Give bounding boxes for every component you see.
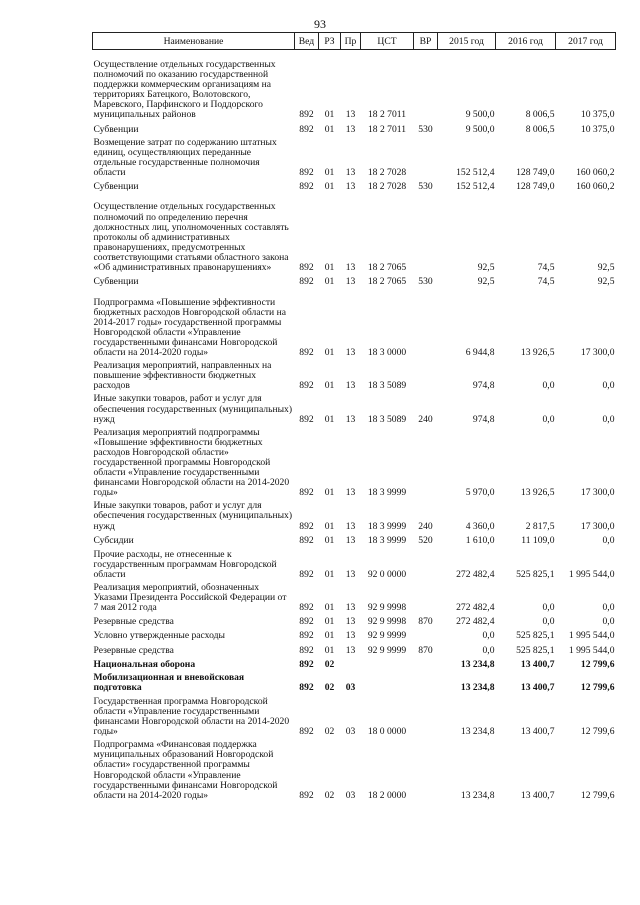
cell-ved: 892	[299, 123, 314, 135]
cell-rz: 01	[324, 644, 335, 656]
cell-vr	[414, 627, 438, 641]
cell-y2015: 152 512,4	[456, 166, 495, 178]
table-row	[93, 642, 616, 656]
cell-y2016: 13 400,7	[520, 681, 555, 693]
cell-y2017: 92,5	[597, 261, 615, 273]
cell-y2017: 12 799,6	[580, 726, 615, 738]
cell-y2016: 0,0	[542, 380, 555, 392]
cell-y2016: 525 825,1	[516, 644, 555, 656]
cell-y2015: 9 500,0	[465, 123, 495, 135]
cell-y2016: 2 817,5	[525, 520, 555, 532]
table-row	[93, 693, 616, 737]
cell-name: Прочие расходы, не отнесенные к государственным программам Новгородской области	[93, 548, 277, 580]
cell-y2017: 17 300,0	[580, 347, 615, 359]
cell-y2017: 160 060,2	[576, 180, 615, 192]
cell-vr	[414, 50, 438, 121]
cell-y2015: 4 360,0	[465, 520, 495, 532]
cell-y2017: 1 995 544,0	[568, 630, 615, 642]
cell-y2017: 10 375,0	[580, 109, 615, 121]
cell-y2016: 0,0	[542, 602, 555, 614]
cell-ved: 892	[299, 487, 314, 499]
cell-name: Реализация мероприятий, обозначенных Указами Президента Российской Федерации от 7 мая 2012 года	[93, 582, 287, 614]
header-cst: ЦСТ	[361, 33, 414, 50]
header-2016: 2016 год	[496, 33, 556, 50]
cell-cst: 18 3 9999	[367, 534, 407, 546]
cell-y2017: 160 060,2	[576, 166, 615, 178]
cell-vr	[414, 656, 438, 670]
cell-name: Реализация мероприятий подпрограммы «Повышение эффективности бюджетных расходов Новгородской области» государственной программы Новгородской области «Управление государственными финансами Новгородской области на 2014-2020 годы»	[93, 426, 290, 499]
cell-ved: 892	[299, 616, 314, 628]
cell-ved: 892	[299, 380, 314, 392]
table-row	[93, 391, 616, 424]
cell-y2015: 13 234,8	[460, 789, 495, 801]
budget-table	[92, 32, 616, 801]
cell-name: Субвенции	[93, 123, 139, 135]
cell-name: Реализация мероприятий, направленных на повышение эффективности бюджетных расходов	[93, 360, 272, 392]
table-row	[93, 532, 616, 546]
cell-vr	[414, 287, 438, 358]
cell-y2017: 12 799,6	[580, 658, 615, 670]
cell-y2017: 0,0	[602, 413, 615, 425]
cell-y2015: 974,8	[472, 413, 495, 425]
cell-y2015: 974,8	[472, 380, 495, 392]
cell-pr: 03	[345, 789, 356, 801]
cell-y2016: 128 749,0	[516, 180, 555, 192]
cell-y2017: 1 995 544,0	[568, 644, 615, 656]
cell-rz: 01	[324, 123, 335, 135]
cell-cst: 18 3 5089	[367, 413, 407, 425]
cell-cst: 92 9 9998	[367, 616, 407, 628]
cell-name: Резервные средства	[93, 616, 174, 628]
cell-ved: 892	[299, 413, 314, 425]
table-row	[93, 358, 616, 391]
table-body	[93, 50, 616, 801]
cell-y2017: 0,0	[602, 534, 615, 546]
cell-ved: 892	[299, 347, 314, 359]
cell-name: Возмещение затрат по содержанию штатных единиц, осуществляющих переданные отдельные государственные полномочия области	[93, 136, 277, 178]
cell-y2015: 272 482,4	[456, 602, 495, 614]
cell-y2016: 0,0	[542, 413, 555, 425]
table-row	[93, 498, 616, 531]
table-row	[93, 737, 616, 801]
cell-ved: 892	[299, 726, 314, 738]
cell-y2015: 13 234,8	[460, 658, 495, 670]
cell-vr	[414, 670, 438, 693]
cell-cst: 18 0 0000	[367, 726, 407, 738]
cell-pr: 13	[345, 261, 356, 273]
cell-cst: 92 9 9999	[367, 630, 407, 642]
cell-pr: 13	[345, 109, 356, 121]
cell-vr: 530	[418, 180, 433, 192]
cell-name: Субсидии	[93, 534, 134, 546]
cell-cst: 18 2 0000	[367, 789, 407, 801]
table-row	[93, 656, 616, 670]
cell-name: Субвенции	[93, 180, 139, 192]
cell-vr	[414, 425, 438, 499]
cell-cst: 18 2 7028	[367, 180, 407, 192]
cell-y2016: 13 926,5	[520, 487, 555, 499]
cell-y2016: 128 749,0	[516, 166, 555, 178]
cell-y2016: 13 400,7	[520, 726, 555, 738]
cell-ved: 892	[299, 166, 314, 178]
table-row	[93, 273, 616, 287]
cell-pr: 13	[345, 123, 356, 135]
cell-vr: 530	[418, 276, 433, 288]
table-row	[93, 670, 616, 693]
cell-pr: 03	[345, 681, 356, 693]
table-row	[93, 613, 616, 627]
cell-vr	[414, 192, 438, 273]
cell-vr: 870	[418, 644, 433, 656]
cell-pr	[341, 656, 361, 670]
cell-y2017: 0,0	[602, 616, 615, 628]
header-pr: Пр	[341, 33, 361, 50]
cell-vr: 530	[418, 123, 433, 135]
cell-rz: 01	[324, 347, 335, 359]
cell-name: Иные закупки товаров, работ и услуг для обеспечения государственных (муниципальных) нужд	[93, 393, 293, 425]
cell-rz: 01	[324, 487, 335, 499]
header-ved: Вед	[295, 33, 319, 50]
cell-y2016: 525 825,1	[516, 568, 555, 580]
cell-ved: 892	[299, 789, 314, 801]
cell-y2015: 272 482,4	[456, 616, 495, 628]
cell-ved: 892	[299, 109, 314, 121]
cell-ved: 892	[299, 534, 314, 546]
cell-y2017: 12 799,6	[580, 681, 615, 693]
header-2015: 2015 год	[438, 33, 496, 50]
cell-y2016: 74,5	[537, 276, 555, 288]
cell-rz: 01	[324, 534, 335, 546]
cell-y2016: 74,5	[537, 261, 555, 273]
cell-pr: 13	[345, 276, 356, 288]
table-row	[93, 192, 616, 273]
cell-cst: 18 3 9999	[367, 520, 407, 532]
cell-pr: 13	[345, 180, 356, 192]
cell-ved: 892	[299, 630, 314, 642]
cell-cst: 18 3 0000	[367, 347, 407, 359]
table-row	[93, 425, 616, 499]
cell-pr: 13	[345, 602, 356, 614]
cell-cst: 92 0 0000	[367, 568, 407, 580]
cell-ved: 892	[299, 602, 314, 614]
cell-ved: 892	[299, 520, 314, 532]
page-number: 93	[314, 17, 326, 31]
cell-y2015: 1 610,0	[465, 534, 495, 546]
cell-y2017: 12 799,6	[580, 789, 615, 801]
cell-vr: 240	[418, 520, 433, 532]
cell-y2016: 8 006,5	[525, 109, 555, 121]
cell-y2015: 5 970,0	[465, 487, 495, 499]
table-row	[93, 627, 616, 641]
cell-rz: 01	[324, 276, 335, 288]
cell-y2016: 525 825,1	[516, 630, 555, 642]
cell-cst: 18 2 7065	[367, 261, 407, 273]
cell-cst: 18 2 7011	[367, 109, 407, 121]
cell-rz: 02	[324, 789, 335, 801]
cell-rz: 01	[324, 109, 335, 121]
table-row	[93, 135, 616, 178]
cell-y2016: 0,0	[542, 616, 555, 628]
cell-pr: 13	[345, 487, 356, 499]
cell-ved: 892	[299, 681, 314, 693]
cell-rz: 01	[324, 568, 335, 580]
cell-rz: 01	[324, 261, 335, 273]
cell-name: Подпрограмма «Повышение эффективности бюджетных расходов Новгородской области на 2014-2017 годы» государственной программы Новгородской области «Управление государственными финансами Новгородской области на 2014-2020 годы»	[93, 296, 286, 359]
cell-rz: 01	[324, 616, 335, 628]
cell-ved: 892	[299, 644, 314, 656]
cell-name: Подпрограмма «Финансовая поддержка муниципальных образований Новгородской области» государственной программы Новгородской области «Управление государственными финансами Новгородской области на 2014-2020 годы»	[93, 739, 278, 801]
cell-y2016: 13 926,5	[520, 347, 555, 359]
cell-pr: 13	[345, 644, 356, 656]
cell-y2017: 17 300,0	[580, 487, 615, 499]
cell-rz: 01	[324, 380, 335, 392]
cell-pr: 13	[345, 380, 356, 392]
cell-vr: 520	[418, 534, 433, 546]
cell-y2017: 17 300,0	[580, 520, 615, 532]
cell-ved: 892	[299, 180, 314, 192]
table-row	[93, 121, 616, 135]
cell-vr: 240	[418, 413, 433, 425]
cell-pr: 03	[345, 726, 356, 738]
cell-name: Субвенции	[93, 276, 139, 288]
cell-pr: 13	[345, 568, 356, 580]
cell-y2015: 6 944,8	[465, 347, 495, 359]
cell-pr: 13	[345, 347, 356, 359]
cell-y2015: 152 512,4	[456, 180, 495, 192]
table-row	[93, 580, 616, 613]
cell-cst: 18 2 7011	[367, 123, 407, 135]
cell-ved: 892	[299, 276, 314, 288]
cell-y2016: 13 400,7	[520, 658, 555, 670]
table-row	[93, 178, 616, 192]
cell-y2015: 92,5	[477, 261, 495, 273]
cell-name: Государственная программа Новгородской области «Управление государственными финансами Новгородской области на 2014-2020 годы»	[93, 695, 290, 738]
cell-rz: 01	[324, 180, 335, 192]
cell-rz: 01	[324, 630, 335, 642]
cell-y2017: 10 375,0	[580, 123, 615, 135]
cell-name: Осуществление отдельных государственных полномочий по определению перечня должностных лиц, уполномоченных составлять протоколы об административных правонарушениях, предусмотренных соответствующими статьями областного закона «Об административных правонарушениях»	[93, 201, 289, 273]
cell-y2015: 13 234,8	[460, 681, 495, 693]
cell-vr	[414, 546, 438, 580]
cell-cst	[361, 656, 414, 670]
cell-name: Национальная оборона	[93, 658, 196, 670]
cell-name: Резервные средства	[93, 644, 174, 656]
table-row	[93, 287, 616, 358]
cell-y2017: 0,0	[602, 380, 615, 392]
cell-cst: 18 3 9999	[367, 487, 407, 499]
cell-rz: 02	[324, 681, 335, 693]
cell-rz: 02	[324, 726, 335, 738]
cell-y2017: 1 995 544,0	[568, 568, 615, 580]
cell-name: Иные закупки товаров, работ и услуг для обеспечения государственных (муниципальных) нужд	[93, 500, 293, 532]
cell-pr: 13	[345, 520, 356, 532]
cell-y2016: 8 006,5	[525, 123, 555, 135]
cell-y2016: 13 400,7	[520, 789, 555, 801]
cell-rz: 01	[324, 602, 335, 614]
cell-vr	[414, 580, 438, 613]
cell-cst: 18 3 5089	[367, 380, 407, 392]
cell-cst: 18 2 7065	[367, 276, 407, 288]
cell-cst: 92 9 9999	[367, 644, 407, 656]
table-header-row	[93, 33, 616, 50]
cell-rz: 02	[324, 658, 335, 670]
header-name: Наименование	[93, 33, 295, 50]
cell-cst: 18 2 7028	[367, 166, 407, 178]
cell-y2015: 92,5	[477, 276, 495, 288]
cell-vr	[414, 737, 438, 801]
header-2017: 2017 год	[556, 33, 616, 50]
cell-name: Условно утвержденные расходы	[93, 630, 225, 642]
cell-vr	[414, 358, 438, 391]
cell-ved: 892	[299, 568, 314, 580]
cell-cst: 92 9 9998	[367, 602, 407, 614]
cell-y2015: 0,0	[482, 644, 495, 656]
cell-rz: 01	[324, 413, 335, 425]
cell-ved: 892	[299, 261, 314, 273]
cell-y2015: 9 500,0	[465, 109, 495, 121]
cell-pr: 13	[345, 534, 356, 546]
cell-vr	[414, 135, 438, 178]
cell-cst	[361, 670, 414, 693]
cell-vr	[414, 693, 438, 737]
header-vr: ВР	[414, 33, 438, 50]
header-rz: РЗ	[319, 33, 341, 50]
cell-y2016: 11 109,0	[521, 534, 555, 546]
cell-ved: 892	[299, 658, 314, 670]
cell-y2017: 92,5	[597, 276, 615, 288]
cell-pr: 13	[345, 413, 356, 425]
cell-pr: 13	[345, 166, 356, 178]
cell-y2017: 0,0	[602, 602, 615, 614]
cell-name: Мобилизационная и вневойсковая подготовка	[93, 671, 245, 693]
cell-pr: 13	[345, 616, 356, 628]
cell-vr: 870	[418, 616, 433, 628]
table-row	[93, 546, 616, 580]
cell-name: Осуществление отдельных государственных полномочий по оказанию государственной поддержки коммерческим организациям на территориях Батецкого, Волотовского, Маревского, Парфинского и Поддорского муниципальных районов	[93, 58, 276, 121]
cell-rz: 01	[324, 166, 335, 178]
table-row	[93, 50, 616, 121]
cell-rz: 01	[324, 520, 335, 532]
cell-pr: 13	[345, 630, 356, 642]
cell-y2015: 272 482,4	[456, 568, 495, 580]
cell-y2015: 0,0	[482, 630, 495, 642]
cell-y2015: 13 234,8	[460, 726, 495, 738]
